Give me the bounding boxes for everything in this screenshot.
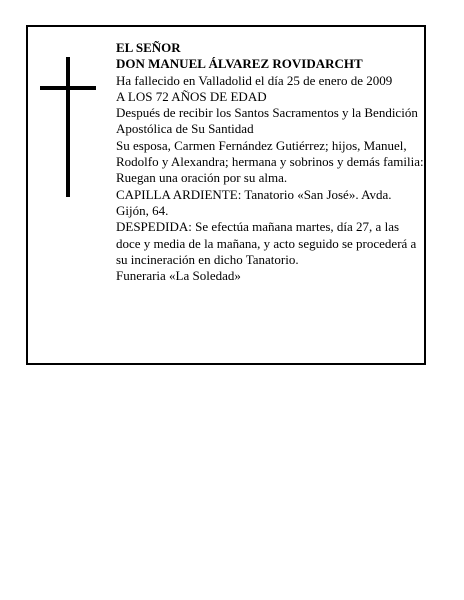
age-statement: A LOS 72 AÑOS DE EDAD [116,88,267,104]
deceased-name: DON MANUEL ÁLVAREZ ROVIDARCHT [116,56,363,72]
obituary-notice [26,25,426,365]
cross-horizontal-bar [40,86,96,90]
farewell-info: DESPEDIDA: Se efectúa mañana martes, día 27, a las doce y media de la mañana, y acto seguido se procederá a su incineración en dicho Tanatorio. [116,219,417,267]
notice-text [116,40,426,284]
chapel-info: CAPILLA ARDIENTE: Tanatorio «San José». Avda. Gijón, 64. [116,186,392,218]
funeral-home: Funeraria «La Soledad» [116,268,241,284]
death-statement: Ha fallecido en Valladolid el día 25 de enero de 2009 [116,72,393,88]
cross-vertical-bar [66,57,70,197]
prayer-request: Ruegan una oración por su alma. [116,170,288,186]
cross-icon [40,57,96,197]
notice-title: EL SEÑOR [116,40,181,55]
sacraments-statement: Después de recibir los Santos Sacramentos y la Bendición Apostólica de Su Santidad [116,105,418,137]
family-statement: Su esposa, Carmen Fernández Gutiérrez; hijos, Manuel, Rodolfo y Alexandra; hermana y sobrinos y demás familia: [116,137,424,170]
